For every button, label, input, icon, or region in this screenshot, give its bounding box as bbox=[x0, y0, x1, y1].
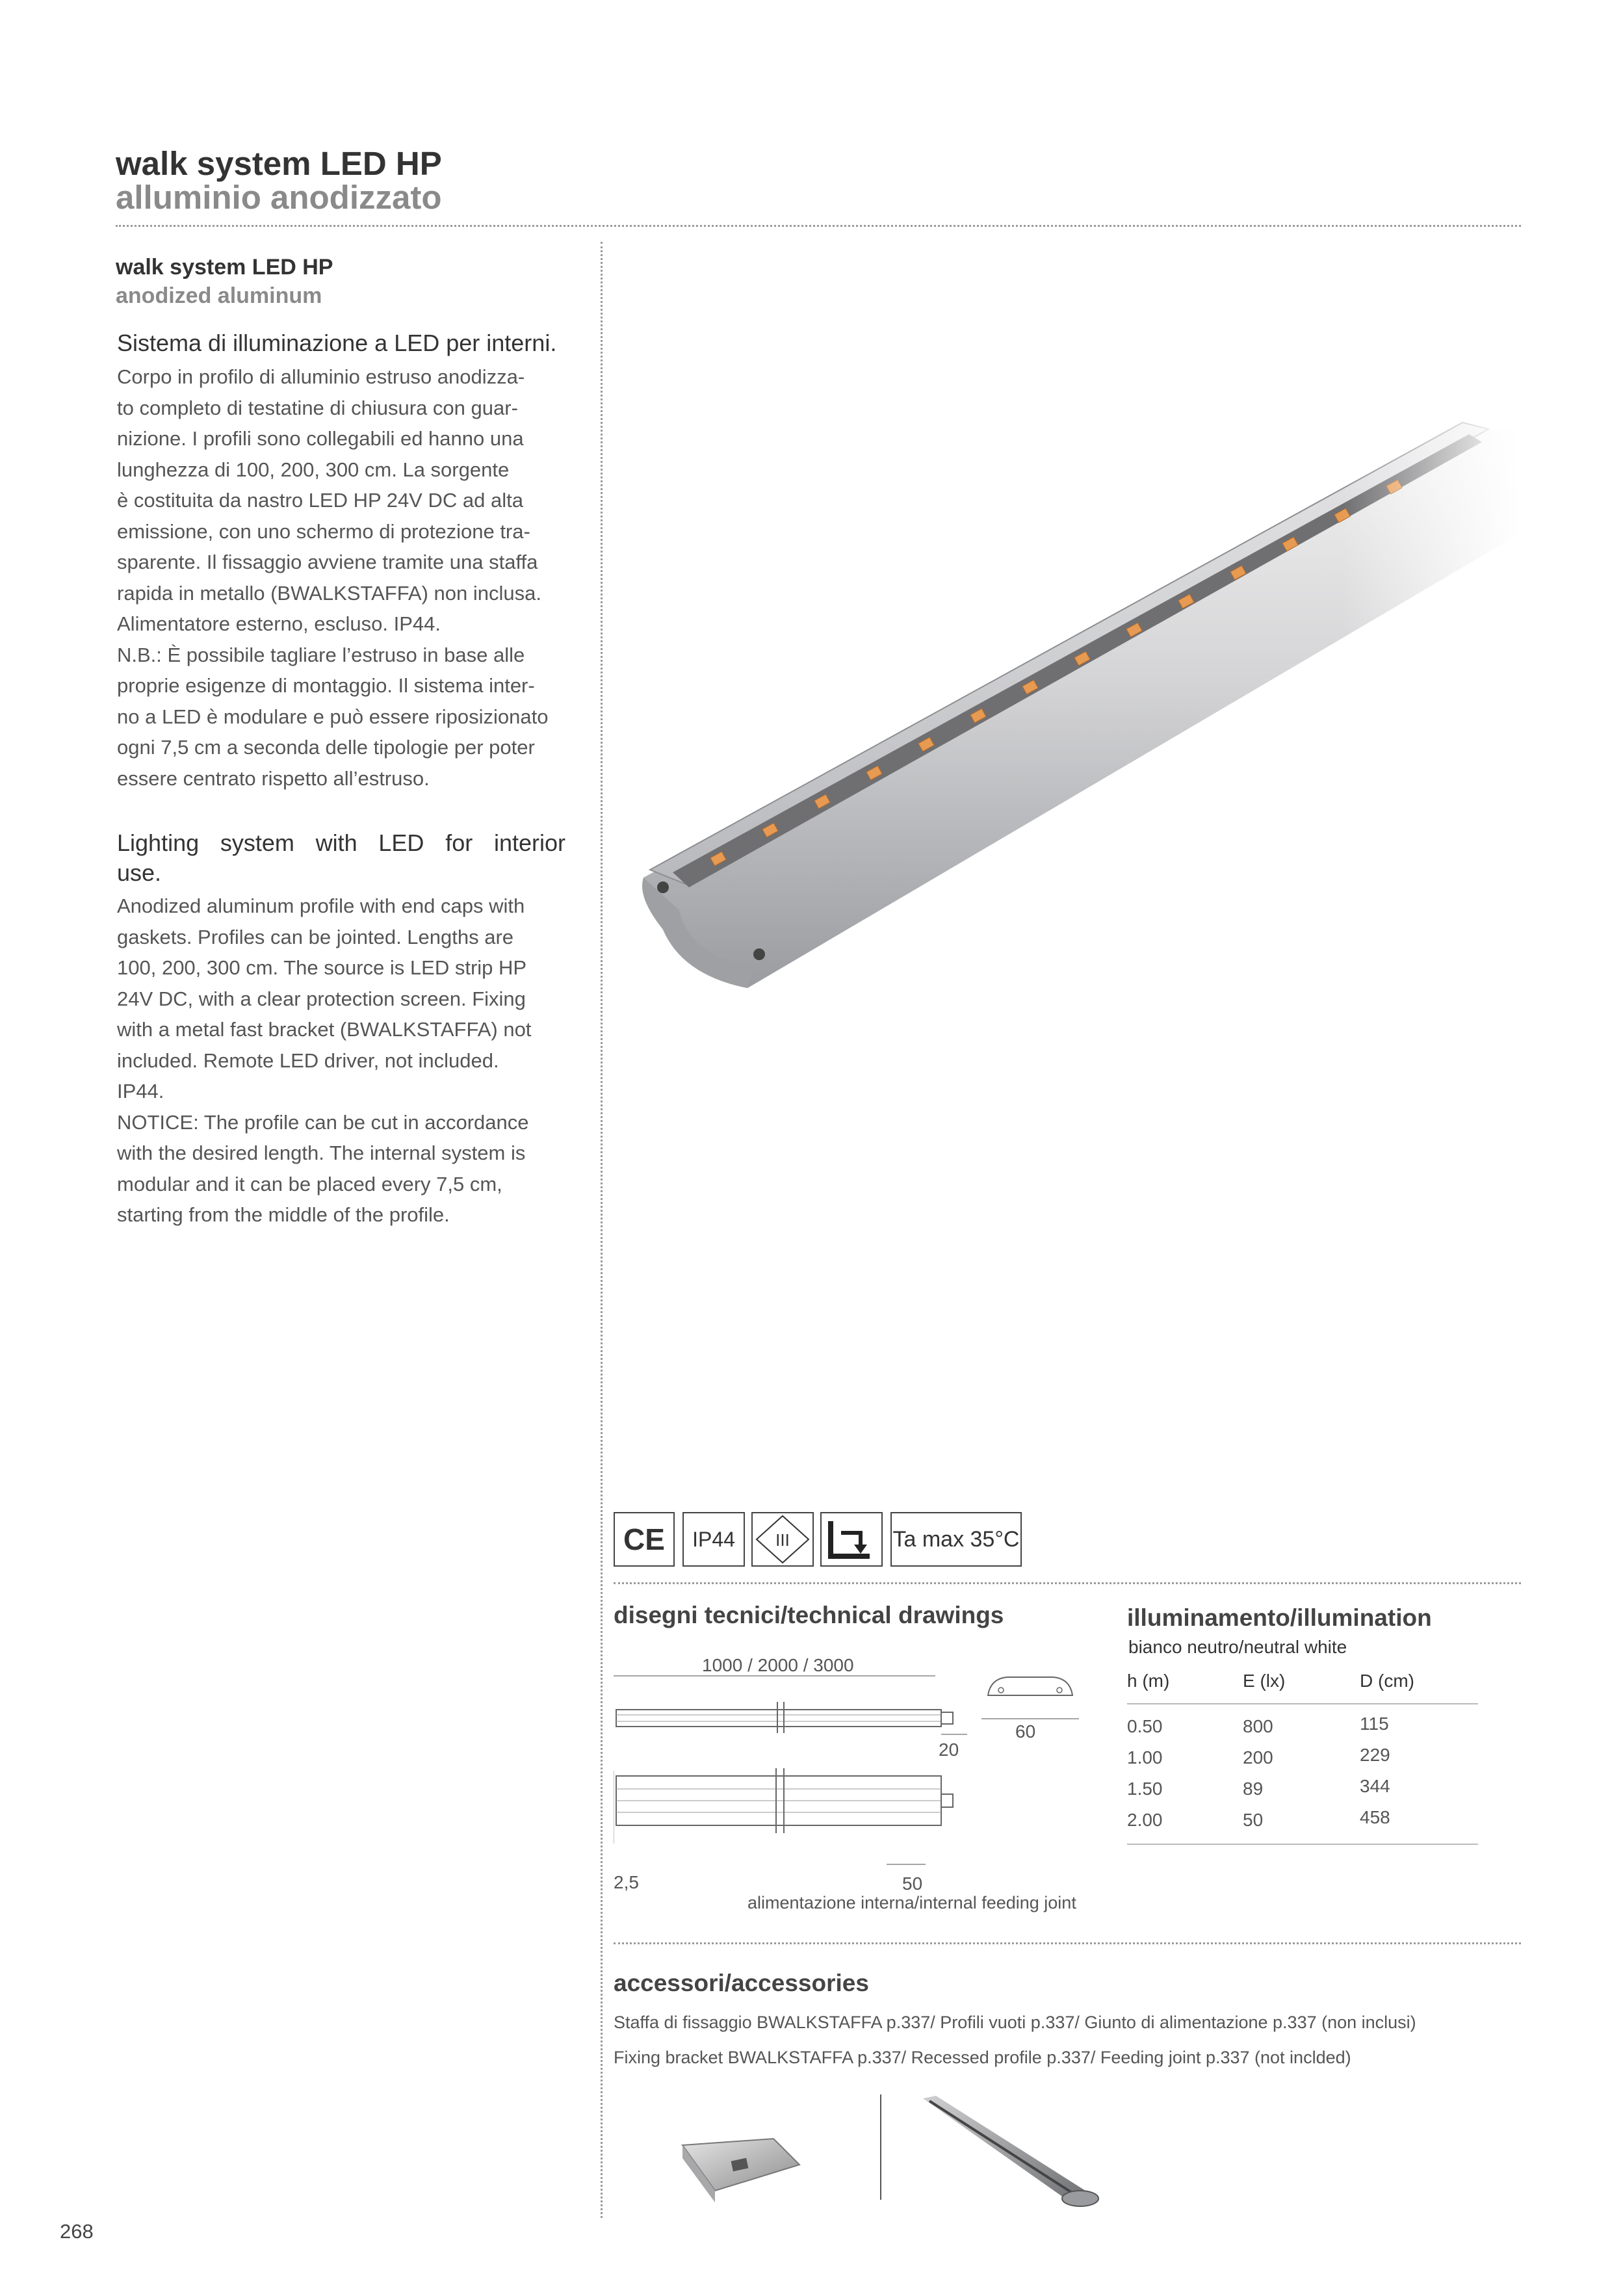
page-subtitle: alluminio anodizzato bbox=[116, 179, 442, 216]
col-header-h: h (m) bbox=[1127, 1671, 1170, 1691]
dim-60: 60 bbox=[1015, 1721, 1036, 1742]
table-cell: 458 bbox=[1360, 1807, 1390, 1827]
page-title: walk system LED HP bbox=[116, 145, 442, 182]
table-cell: 50 bbox=[1243, 1810, 1264, 1830]
page-number: 268 bbox=[60, 2220, 94, 2243]
svg-text:III: III bbox=[775, 1530, 790, 1550]
table-row: 2.00 bbox=[1127, 1810, 1163, 1830]
illumination-title: illuminamento/illumination bbox=[1127, 1604, 1432, 1631]
fixing-symbol bbox=[820, 1512, 883, 1567]
col-header-d: D (cm) bbox=[1360, 1671, 1414, 1691]
recessed-profile-photo bbox=[910, 2093, 1105, 2210]
class3-icon bbox=[753, 1513, 812, 1565]
table-header-rule bbox=[1127, 1703, 1478, 1704]
table-row: 1.00 bbox=[1127, 1747, 1163, 1768]
ip44-badge: IP44 bbox=[682, 1512, 745, 1567]
class3-badge bbox=[751, 1512, 814, 1567]
product-material: anodized aluminum bbox=[116, 283, 322, 308]
dim-50: 50 bbox=[902, 1873, 923, 1894]
side-view-drawing bbox=[614, 1673, 1030, 1868]
illumination-subtitle: bianco neutro/neutral white bbox=[1128, 1637, 1347, 1657]
table-cell: 800 bbox=[1243, 1716, 1273, 1736]
ce-mark: CE bbox=[614, 1512, 675, 1567]
table-cell: 115 bbox=[1360, 1714, 1389, 1734]
table-col-d bbox=[1360, 1708, 1390, 1833]
table-col-h bbox=[1127, 1711, 1163, 1836]
cert-divider bbox=[614, 1582, 1521, 1584]
section-drawing bbox=[981, 1669, 1079, 1721]
accessory-separator bbox=[880, 2094, 881, 2200]
header-divider bbox=[116, 225, 1521, 227]
column-divider bbox=[601, 242, 603, 2218]
english-heading: Lighting system with LED for interior use. bbox=[117, 829, 565, 886]
accessories-title: accessori/accessories bbox=[614, 1970, 869, 1996]
product-name: walk system LED HP bbox=[116, 255, 333, 280]
table-bottom-rule bbox=[1127, 1844, 1478, 1845]
dim-20: 20 bbox=[939, 1740, 959, 1760]
accessories-divider bbox=[614, 1942, 1521, 1944]
table-cell: 229 bbox=[1360, 1745, 1390, 1765]
drawings-title: disegni tecnici/technical drawings bbox=[614, 1602, 1004, 1628]
table-cell: 89 bbox=[1243, 1779, 1264, 1799]
length-label: 1000 / 2000 / 3000 bbox=[702, 1655, 854, 1675]
bracket-photo bbox=[676, 2119, 806, 2210]
accessories-line-it: Staffa di fissaggio BWALKSTAFFA p.337/ Profili vuoti p.337/ Giunto di alimentazione p.337 (non inclusi) bbox=[614, 2013, 1416, 2032]
product-photo bbox=[624, 403, 1521, 1014]
accessories-line-en: Fixing bracket BWALKSTAFFA p.337/ Recessed profile p.337/ Feeding joint p.337 (not inclded) bbox=[614, 2048, 1351, 2067]
table-row: 0.50 bbox=[1127, 1716, 1163, 1736]
table-col-e bbox=[1243, 1711, 1273, 1836]
feeding-joint-caption: alimentazione interna/internal feeding joint bbox=[747, 1893, 1076, 1912]
table-row: 1.50 bbox=[1127, 1779, 1163, 1799]
col-header-e: E (lx) bbox=[1243, 1671, 1286, 1691]
table-cell: 200 bbox=[1243, 1747, 1273, 1768]
max-temp-badge: Ta max 35°C bbox=[890, 1512, 1022, 1567]
italian-description: Corpo in profilo di alluminio estruso anodizza- to completo di testatine di chiusura con guar- nizione. I profili sono collegabili ed hanno una lunghezza di 100, 200, 300 cm. La sorgente è costituita da nastro LED HP 24V DC ad alta emissione, con uno schermo di protezione tra- sparente. Il fissaggio avviene tramite una staffa rapida in metallo (BWALKSTAFFA) non inclusa. Alimentatore esterno, escluso. IP44. N.B.: È possibile tagliare l’estruso in base alle proprie esigenze di montaggio. Il sistema inter- no a LED è modulare e può essere riposizionato ogni 7,5 cm a seconda delle tipologie per poter essere centrato rispetto all’estruso. bbox=[117, 365, 549, 790]
table-cell: 344 bbox=[1360, 1776, 1390, 1796]
dim-2-5: 2,5 bbox=[614, 1872, 639, 1892]
mounting-icon bbox=[822, 1513, 881, 1565]
italian-heading: Sistema di illuminazione a LED per interni. bbox=[117, 330, 557, 356]
english-description: Anodized aluminum profile with end caps with gaskets. Profiles can be jointed. Lengths are 100, 200, 300 cm. The source is LED strip HP 24V DC, with a clear protection screen. Fixing with a metal fast bracket (BWALKSTAFFA) not included. Remote LED driver, not included. IP44. NOTICE: The profile can be cut in accordance with the desired length. The internal system is modular and it can be placed every 7,5 cm, starting from the middle of the profile. bbox=[117, 894, 532, 1226]
